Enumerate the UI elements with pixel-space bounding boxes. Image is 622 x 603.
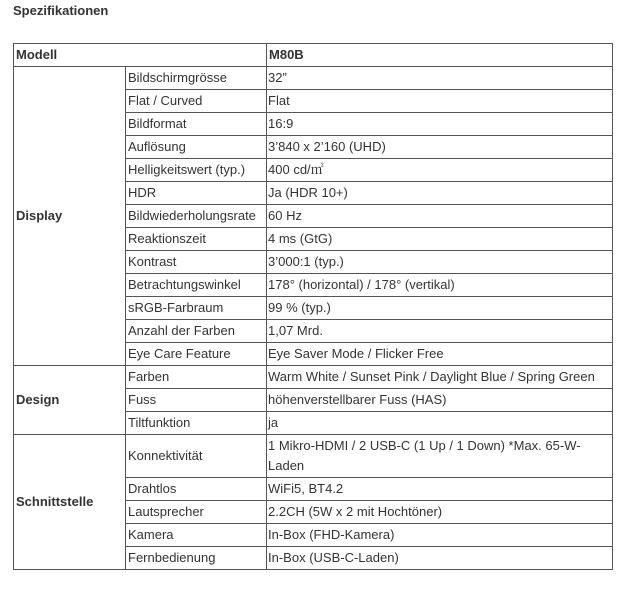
header-model-value: M80B <box>267 44 613 67</box>
spec-label: Bildformat <box>126 113 267 136</box>
spec-value: 178° (horizontal) / 178° (vertikal) <box>267 274 613 297</box>
spec-value: 400 cd/㎡ <box>267 159 613 182</box>
spec-label: Bildwiederholungsrate <box>126 205 267 228</box>
group-label: Display <box>14 67 126 366</box>
spec-value: ja <box>267 412 613 435</box>
spec-label: Helligkeitswert (typ.) <box>126 159 267 182</box>
spec-label: Konnektivität <box>126 435 267 478</box>
spec-label: Tiltfunktion <box>126 412 267 435</box>
spec-label: Farben <box>126 366 267 389</box>
spec-value: 1 Mikro-HDMI / 2 USB-C (1 Up / 1 Down) *Max. 65-W-Laden <box>267 435 613 478</box>
table-row <box>14 67 613 90</box>
spec-label: Anzahl der Farben <box>126 320 267 343</box>
spec-label: Fernbedienung <box>126 547 267 570</box>
table-row <box>14 435 613 478</box>
spec-label: Kontrast <box>126 251 267 274</box>
page-title: Spezifikationen <box>13 3 109 18</box>
group-label: Schnittstelle <box>14 435 126 570</box>
spec-label: Drahtlos <box>126 478 267 501</box>
spec-table <box>13 43 613 570</box>
spec-table-body <box>14 67 613 570</box>
header-model-label: Modell <box>14 44 267 67</box>
spec-label: Betrachtungswinkel <box>126 274 267 297</box>
spec-label: Fuss <box>126 389 267 412</box>
spec-value: 2.2CH (5W x 2 mit Hochtöner) <box>267 501 613 524</box>
spec-value: 4 ms (GtG) <box>267 228 613 251</box>
spec-value: 3’000:1 (typ.) <box>267 251 613 274</box>
spec-value: Eye Saver Mode / Flicker Free <box>267 343 613 366</box>
spec-label: Flat / Curved <box>126 90 267 113</box>
spec-value: WiFi5, BT4.2 <box>267 478 613 501</box>
table-header-row <box>14 44 613 67</box>
spec-value: Flat <box>267 90 613 113</box>
spec-label: Eye Care Feature <box>126 343 267 366</box>
spec-value: 3’840 x 2’160 (UHD) <box>267 136 613 159</box>
spec-label: sRGB-Farbraum <box>126 297 267 320</box>
spec-label: Auflösung <box>126 136 267 159</box>
spec-value: höhenverstellbarer Fuss (HAS) <box>267 389 613 412</box>
table-row <box>14 366 613 389</box>
group-label: Design <box>14 366 126 435</box>
spec-value: 32” <box>267 67 613 90</box>
spec-label: Reaktionszeit <box>126 228 267 251</box>
spec-value: 60 Hz <box>267 205 613 228</box>
spec-value: In-Box (USB-C-Laden) <box>267 547 613 570</box>
spec-value: Warm White / Sunset Pink / Daylight Blue / Spring Green <box>267 366 613 389</box>
spec-label: HDR <box>126 182 267 205</box>
spec-value: In-Box (FHD-Kamera) <box>267 524 613 547</box>
spec-value: 99 % (typ.) <box>267 297 613 320</box>
spec-value: 16:9 <box>267 113 613 136</box>
spec-label: Bildschirmgrösse <box>126 67 267 90</box>
spec-value: Ja (HDR 10+) <box>267 182 613 205</box>
spec-label: Kamera <box>126 524 267 547</box>
spec-value: 1,07 Mrd. <box>267 320 613 343</box>
spec-label: Lautsprecher <box>126 501 267 524</box>
